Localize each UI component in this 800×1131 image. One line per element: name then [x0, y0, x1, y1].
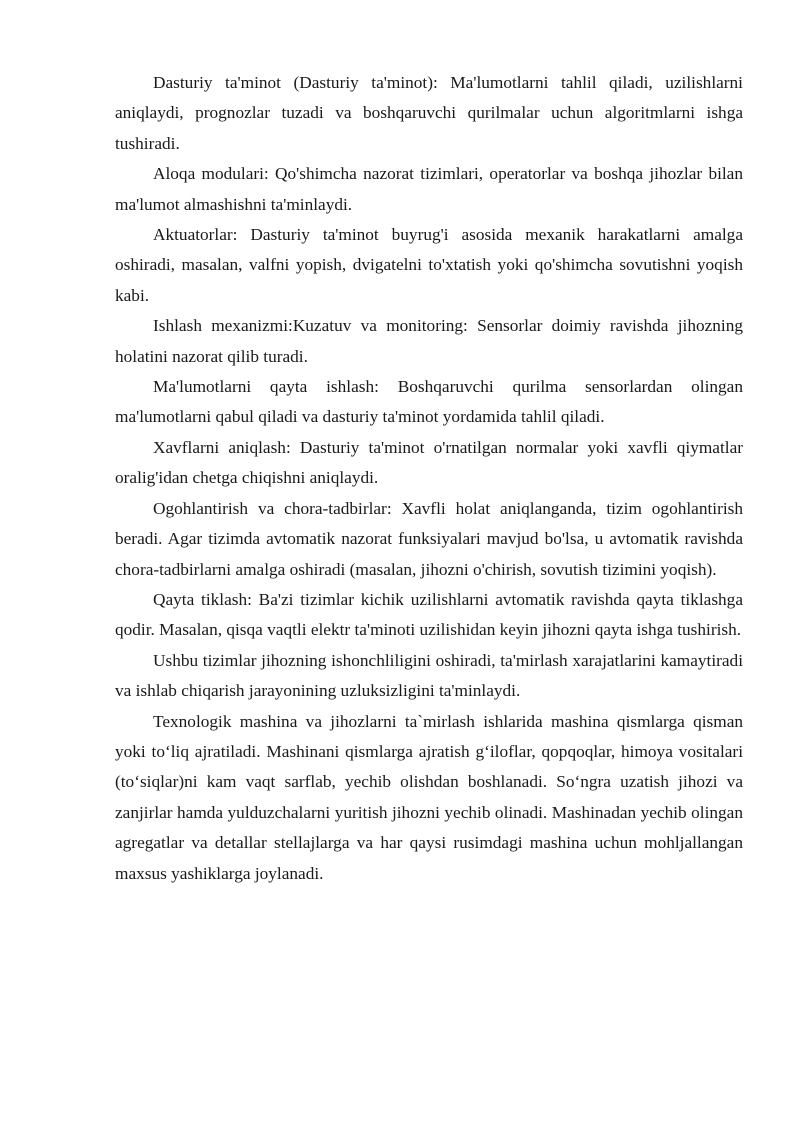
paragraph-warnings-and-measures: Ogohlantirish va chora-tadbirlar: Xavfli holat aniqlanganda, tizim ogohlantirish beradi. Agar tizimda avtomatik nazorat funksiyalari mavjud bo'lsa, u avtomatik ravishda chora-tadbirlarni amalga oshiradi (masalan, jihozni o'chirish, sovutish tizimini yoqish). — [115, 498, 743, 579]
paragraph-data-processing: Ma'lumotlarni qayta ishlash: Boshqaruvchi qurilma sensorlardan olingan ma'lumotlarni qabul qiladi va dasturiy ta'minot yordamida tahlil qiladi. — [115, 377, 743, 427]
paragraph-software: Dasturiy ta'minot (Dasturiy ta'minot): Ma'lumotlarni tahlil qiladi, uzilishlarni aniqlaydi, prognozlar tuzadi va boshqaruvchi qurilmalar uchun algoritmlarni ishga tushiradi. — [115, 73, 743, 153]
document-page — [115, 68, 743, 889]
paragraph-recovery: Qayta tiklash: Ba'zi tizimlar kichik uzilishlarni avtomatik ravishda qayta tiklashga qodir. Masalan, qisqa vaqtli elektr ta'minoti uzilishidan keyin jihozni qayta ishga tushirish. — [115, 589, 743, 640]
paragraph-operating-mechanism: Ishlash mexanizmi:Kuzatuv va monitoring: Sensorlar doimiy ravishda jihozning holatini nazorat qilib turadi. — [115, 316, 743, 366]
paragraph-reliability: Ushbu tizimlar jihozning ishonchliligini oshiradi, ta'mirlash xarajatlarini kamaytiradi va ishlab chiqarish jarayonining uzluksizligini ta'minlaydi. — [115, 650, 743, 701]
paragraph-communication-modules: Aloqa modulari: Qo'shimcha nazorat tizimlari, operatorlar va boshqa jihozlar bilan ma'lumot almashishni ta'minlaydi. — [115, 164, 743, 214]
paragraph-actuators: Aktuatorlar: Dasturiy ta'minot buyrug'i asosida mexanik harakatlarni amalga oshiradi, masalan, valfni yopish, dvigatelni to'xtatish yoki qo'shimcha sovutishni yoqish kabi. — [115, 225, 743, 305]
paragraph-disassembly: Texnologik mashina va jihozlarni ta`mirlash ishlarida mashina qismlarga qisman yoki to‘liq ajratiladi. Mashinani qismlarga ajratish g‘iloflar, qopqoqlar, himoya vositalari (to‘siqlar)ni kam vaqt sarflab, yechib olishdan boshlanadi. So‘ngra uzatish jihozi va zanjirlar hamda yulduzchalarni yuritish jihozni yechib olinadi. Mashinadan yechib olingan agregatlar va detallar stellajlarga va har qaysi rusimdagi mashina uchun mohljallangan maxsus yashiklarga joylanadi. — [115, 711, 743, 883]
paragraph-hazard-detection: Xavflarni aniqlash: Dasturiy ta'minot o'rnatilgan normalar yoki xavfli qiymatlar oralig'idan chetga chiqishni aniqlaydi. — [115, 437, 743, 488]
